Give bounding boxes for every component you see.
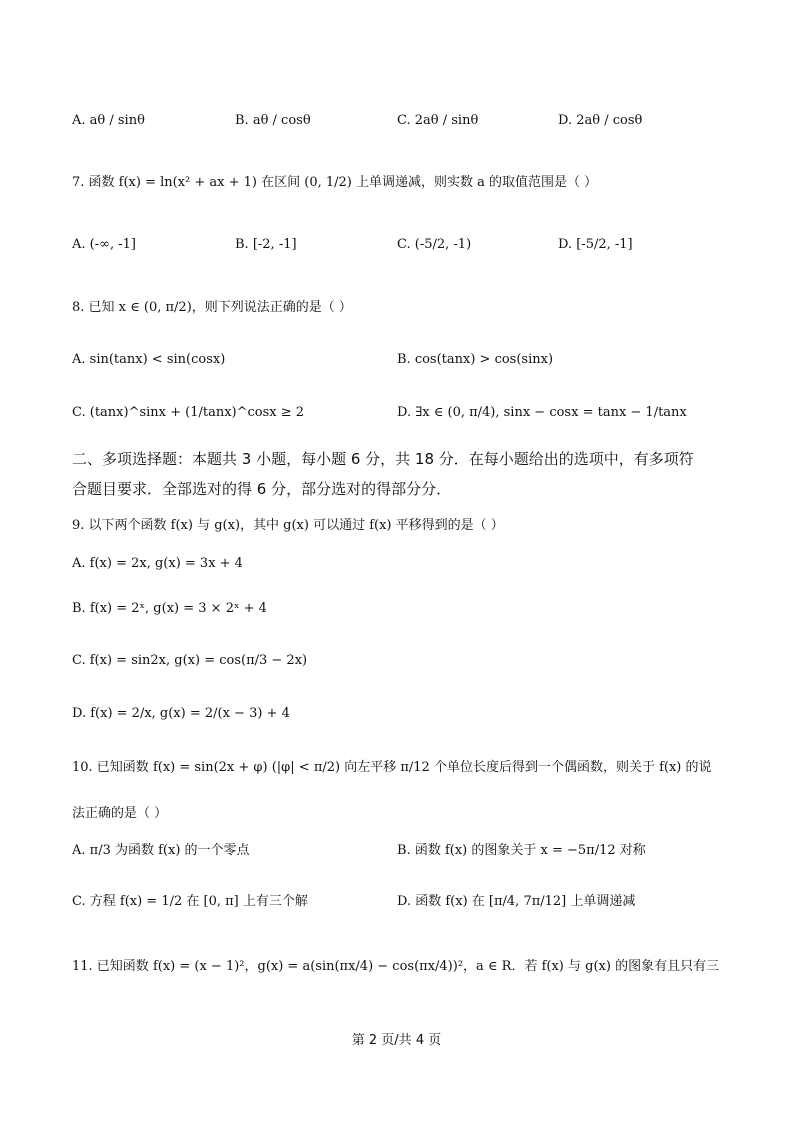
q7-option-c: C. (-5/2, -1) <box>397 237 472 252</box>
q7-option-d: D. [-5/2, -1] <box>558 237 633 252</box>
q7-stem: 7. 函数 f(x) = ln(x² + ax + 1) 在区间 (0, 1/2) 上单调递减，则实数 a 的取值范围是（ ） <box>72 175 598 190</box>
section2-line2: 合题目要求．全部选对的得 6 分，部分选对的得部分分． <box>72 480 452 498</box>
q10-option-a: A. π/3 为函数 f(x) 的一个零点 <box>72 843 250 858</box>
q6-option-c: C. 2aθ / sinθ <box>397 113 479 128</box>
q9-option-d: D. f(x) = 2/x, g(x) = 2/(x − 3) + 4 <box>72 706 290 721</box>
q7-option-b: B. [-2, -1] <box>235 237 297 252</box>
q7-option-a: A. (-∞, -1] <box>72 237 136 252</box>
q8-option-c: C. (tanx)^sinx + (1/tanx)^cosx ≥ 2 <box>72 405 305 420</box>
q10-stem-line2: 法正确的是（ ） <box>72 806 168 821</box>
q6-option-a: A. aθ / sinθ <box>72 113 145 128</box>
q6-option-b: B. aθ / cosθ <box>235 113 311 128</box>
q8-stem: 8. 已知 x ∈ (0, π/2)，则下列说法正确的是（ ） <box>72 300 352 315</box>
q9-option-c: C. f(x) = sin2x, g(x) = cos(π/3 − 2x) <box>72 653 308 668</box>
q10-option-b: B. 函数 f(x) 的图象关于 x = −5π/12 对称 <box>397 843 646 858</box>
q8-option-a: A. sin(tanx) < sin(cosx) <box>72 352 226 367</box>
q8-option-d: D. ∃x ∈ (0, π/4), sinx − cosx = tanx − 1/tanx <box>397 405 687 420</box>
q10-option-c: C. 方程 f(x) = 1/2 在 [0, π] 上有三个解 <box>72 894 308 909</box>
q11-stem: 11. 已知函数 f(x) = (x − 1)²，g(x) = a(sin(πx/4) − cos(πx/4))²，a ∈ R．若 f(x) 与 g(x) 的图象有且只有三 <box>72 959 720 974</box>
q9-option-b: B. f(x) = 2ˣ, g(x) = 3 × 2ˣ + 4 <box>72 601 267 616</box>
page-footer: 第 2 页/共 4 页 <box>351 1033 442 1048</box>
q10-option-d: D. 函数 f(x) 在 [π/4, 7π/12] 上单调递减 <box>397 894 636 909</box>
q9-option-a: A. f(x) = 2x, g(x) = 3x + 4 <box>72 556 243 571</box>
q6-option-d: D. 2aθ / cosθ <box>558 113 643 128</box>
q9-stem: 9. 以下两个函数 f(x) 与 g(x)，其中 g(x) 可以通过 f(x) 平移得到的是（ ） <box>72 518 504 533</box>
section2-line1: 二、多项选择题：本题共 3 小题，每小题 6 分，共 18 分．在每小题给出的选项中，有多项符 <box>72 450 694 468</box>
q10-stem-line1: 10. 已知函数 f(x) = sin(2x + φ) (|φ| < π/2) 向左平移 π/12 个单位长度后得到一个偶函数，则关于 f(x) 的说 <box>72 760 712 775</box>
q8-option-b: B. cos(tanx) > cos(sinx) <box>397 352 554 367</box>
